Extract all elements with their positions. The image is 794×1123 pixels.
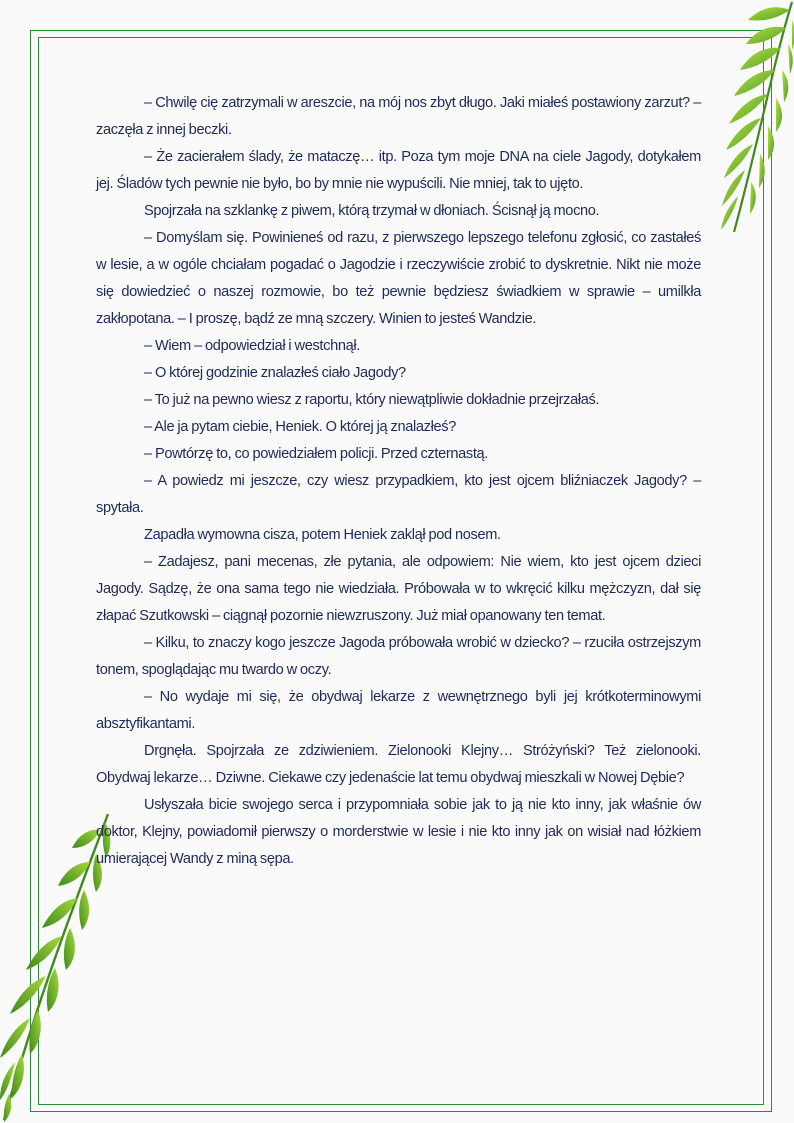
- paragraph: – A powiedz mi jeszcze, czy wiesz przypadkiem, kto jest ojcem bliźniaczek Jagody? – spytała.: [96, 473, 701, 516]
- paragraph: – Że zacierałem ślady, że mataczę… itp. Poza tym moje DNA na ciele Jagody, dotykałem jej. Śladów tych pewnie nie było, bo by mnie nie wypuścili. Nie mniej, tak to ujęto.: [96, 149, 701, 192]
- paragraph: – Powtórzę to, co powiedziałem policji. Przed czternastą.: [144, 446, 488, 462]
- story-text: [96, 90, 701, 873]
- paragraph: – Wiem – odpowiedział i westchnął.: [144, 338, 360, 354]
- paragraph: – O której godzinie znalazłeś ciało Jagody?: [144, 365, 406, 381]
- fern-leaf-icon: [704, 0, 794, 235]
- paragraph: – Chwilę cię zatrzymali w areszcie, na mój nos zbyt długo. Jaki miałeś postawiony zarzut? – zaczęła z innej beczki.: [96, 95, 701, 138]
- paragraph: Drgnęła. Spojrzała ze zdziwieniem. Zielonooki Klejny… Stróżyński? Też zielonooki. Obydwaj lekarze… Dziwne. Ciekawe czy jedenaście lat temu obydwaj mieszkali w Nowej Dębie?: [96, 743, 701, 786]
- paragraph: – Ale ja pytam ciebie, Heniek. O której ją znalazłeś?: [144, 419, 456, 435]
- paragraph: – Domyślam się. Powinieneś od razu, z pierwszego lepszego telefonu zgłosić, co zastałeś w lesie, a w ogóle chciałam pogadać o Jagodzie i rzeczywiście zrobić to dyskretnie. Nikt nie może się dowiedzieć o naszej rozmowie, bo też pewnie będziesz świadkiem w sprawie – umilkła zakłopotana. – I proszę, bądź ze mną szczery. Winien to jesteś Wandzie.: [96, 230, 701, 327]
- paragraph: – Kilku, to znaczy kogo jeszcze Jagoda próbowała wrobić w dziecko? – rzuciła ostrzejszym tonem, spoglądając mu twardo w oczy.: [96, 635, 701, 678]
- paragraph: – To już na pewno wiesz z raportu, który niewątpliwie dokładnie przejrzałaś.: [144, 392, 600, 408]
- paragraph: Spojrzała na szklankę z piwem, którą trzymał w dłoniach. Ścisnął ją mocno.: [144, 203, 600, 219]
- paragraph: Zapadła wymowna cisza, potem Heniek zaklął pod nosem.: [144, 527, 501, 543]
- paragraph: Usłyszała bicie swojego serca i przypomniała sobie jak to ją nie kto inny, jak właśnie ów doktor, Klejny, powiadomił pierwszy o morderstwie w lesie i nie kto inny jak on wisiał nad łóżkiem umierającej Wandy z miną sępa.: [96, 797, 701, 867]
- paragraph: – No wydaje mi się, że obydwaj lekarze z wewnętrznego byli jej krótkoterminowymi absztyfikantami.: [96, 689, 701, 732]
- paragraph: – Zadajesz, pani mecenas, złe pytania, ale odpowiem: Nie wiem, kto jest ojcem dzieci Jagody. Sądzę, że ona sama tego nie wiedziała. Próbowała w to wkręcić kilku mężczyzn, dał się złapać Szutkowski – ciągnął pozornie niewzruszony. Już miał opanowany ten temat.: [96, 554, 701, 624]
